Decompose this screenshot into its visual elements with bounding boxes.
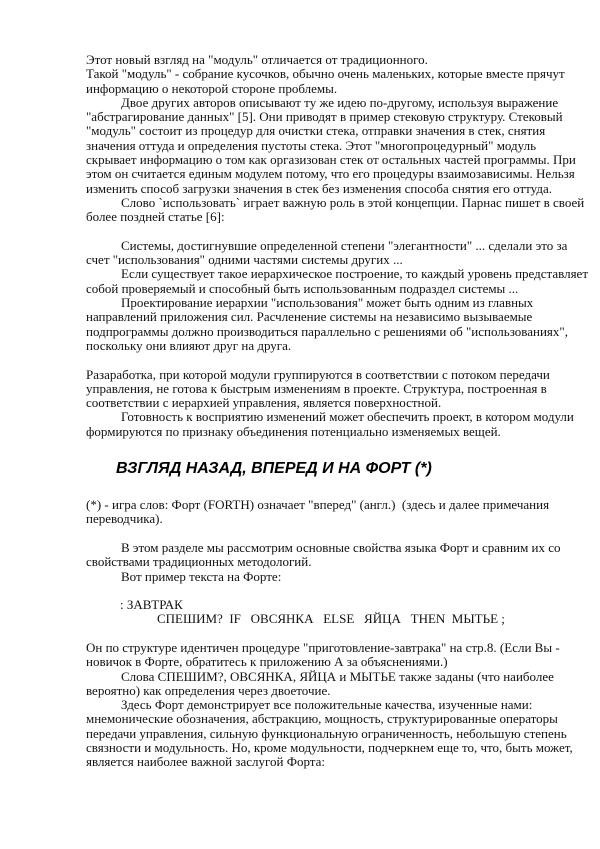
blank-line bbox=[86, 584, 556, 598]
text-line: "абстрагирование данных" [5]. Они приводят в пример стековую структуру. Стековый bbox=[86, 109, 563, 125]
text-line: Готовность к восприятию изменений может обеспечить проект, в котором модули bbox=[121, 409, 574, 425]
paragraph bbox=[86, 94, 576, 196]
text-line: вероятно) как определения через двоеточие. bbox=[86, 682, 331, 698]
paragraph bbox=[86, 670, 556, 699]
text-line: свойствами традиционных методологий. bbox=[86, 554, 312, 570]
text-line: информацию о некоторой стороне проблемы. bbox=[86, 80, 338, 96]
paragraph bbox=[86, 266, 589, 296]
text-line: передачи управления, сильную функциональную ограниченность, небольшую степень bbox=[86, 725, 567, 741]
text-line: соответствии с иерархией управления, является поверхностной. bbox=[86, 395, 442, 411]
paragraph bbox=[86, 194, 585, 225]
paragraph bbox=[86, 52, 565, 96]
text-line: Слова СПЕШИМ?, ОВСЯНКА, ЯЙЦА и МЫТЬЕ также заданы (что наиболее bbox=[121, 668, 554, 684]
text-line: мнемонические обозначения, абстракцию, мощность, структурированные операторы bbox=[86, 711, 558, 727]
blank-line bbox=[86, 627, 556, 641]
paragraph bbox=[86, 539, 561, 570]
blank-line bbox=[86, 527, 556, 541]
code-example bbox=[86, 598, 556, 627]
text-line: более поздней статье [6]: bbox=[86, 209, 225, 225]
code-line: : ЗАВТРАК bbox=[120, 597, 183, 613]
text-line: Слово `использовать` играет важную роль в этой концепции. Парнас пишет в своей bbox=[121, 194, 585, 210]
text-line: собой проверяемый и способный быть использованным подраздел системы ... bbox=[86, 280, 519, 296]
text-line: значения оттуда и определения пустоты стека. Этот "многопроцедурный" модуль bbox=[86, 137, 537, 153]
text-line: (*) - игра слов: Форт (FORTH) означает "вперед" (англ.) (здесь и далее примечания bbox=[86, 497, 550, 513]
text-line: изменить способ загрузки значения в стек без изменения способа снятия его оттуда. bbox=[86, 180, 552, 196]
document-page bbox=[86, 52, 589, 770]
paragraph bbox=[86, 570, 556, 584]
text-line: новичок в Форте, обратитесь к приложению А за объяснениями.) bbox=[86, 654, 448, 670]
paragraph bbox=[86, 368, 556, 411]
paragraph bbox=[86, 237, 568, 268]
blank-line bbox=[86, 225, 556, 239]
text-line: является наиболее важной заслугой Форта: bbox=[86, 754, 326, 770]
paragraph bbox=[86, 295, 568, 353]
text-line: Такой "модуль" - собрание кусочков, обычно очень маленьких, которые вместе прячут bbox=[86, 66, 565, 82]
text-line: Если существует такое иерархическое построение, то каждый уровень представляет bbox=[121, 266, 589, 282]
paragraph bbox=[86, 697, 573, 770]
text-line: счет "использования" одними частями системы других ... bbox=[86, 252, 403, 268]
text-line: В этом разделе мы рассмотрим основные свойства языка Форт и сравним их со bbox=[121, 539, 561, 555]
paragraph bbox=[86, 498, 556, 527]
code-line: СПЕШИМ? IF ОВСЯНКА ELSE ЯЙЦА THEN МЫТЬЕ ; bbox=[157, 611, 505, 627]
text-line: Проектирование иерархии "использования" может быть одним из главных bbox=[121, 295, 534, 311]
text-line: Разаработка, при которой модули группируются в соответствии с потоком передачи bbox=[86, 366, 550, 382]
text-line: связности и модульность. Но, кроме модульности, подчеркнем еще то, что, быть может, bbox=[86, 740, 573, 756]
text-line: переводчика). bbox=[86, 511, 163, 527]
text-line: формируются по признаку объединения потенциально изменяемых вещей. bbox=[86, 423, 501, 439]
text-line: "модуль" состоит из процедур для очистки стека, отправки значения в стек, снятия bbox=[86, 123, 546, 139]
text-line: подпрограммы должно производиться параллельно с решениями об "использованиях", bbox=[86, 323, 568, 339]
text-line: Вот пример текста на Форте: bbox=[121, 568, 282, 584]
text-line: скрывает информацию о том как оргазизован стек от остальных частей программы. При bbox=[86, 152, 576, 168]
text-line: Этот новый взгляд на "модуль" отличается от традиционного. bbox=[86, 52, 428, 67]
text-line: Системы, достигнувшие определенной степени "элегантности" ... сделали это за bbox=[121, 237, 568, 253]
text-line: поскольку они влияют друг на друга. bbox=[86, 337, 292, 353]
text-line: управления, не готова к быстрым изменениям в проекте. Структура, построенная в bbox=[86, 380, 547, 396]
text-line: Здесь Форт демонстрирует все положительные качества, изученные нами: bbox=[121, 697, 533, 713]
text-line: Он по структуре идентичен процедуре "приготовление-завтрака" на стр.8. (Если Вы - bbox=[86, 639, 560, 655]
paragraph bbox=[86, 639, 560, 670]
text-line: этом он считается единым модулем потому, что его процедуры взаимозависимы. Нельзя bbox=[86, 166, 575, 182]
paragraph bbox=[86, 409, 574, 439]
blank-line bbox=[86, 353, 556, 367]
text-line: направлений приложения сил. Расчленение системы на независимо вызываемые bbox=[86, 309, 533, 325]
text-line: Двое других авторов описывают ту же идею по-другому, используя выражение bbox=[121, 94, 559, 110]
section-heading: ВЗГЛЯД НАЗАД, ВПЕРЕД И НА ФОРТ (*) bbox=[116, 460, 432, 478]
